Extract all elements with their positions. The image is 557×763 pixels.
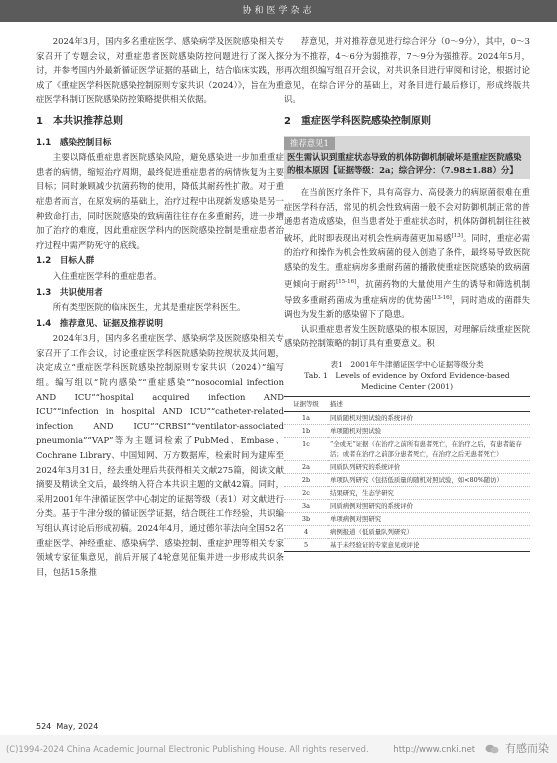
recommendation-text: 医生需认识到重症状态导致的机体防御机制破坏是重症医院感染的根本原因【证据等级：2a；综合评分：（7.98±1.88）分】 (287, 152, 522, 176)
table-caption-cn: 表1 2001年牛津循证医学中心证据等级分类 (330, 360, 484, 370)
table-row (284, 412, 530, 425)
table-cell-level: 1c (284, 438, 328, 461)
journal-header (0, 0, 557, 22)
citation: [13-16] (431, 294, 452, 301)
table-cell-level: 3b (284, 513, 328, 526)
section-1-4-title: 1.4 推荐意见、证据及推荐说明 (36, 318, 163, 329)
table-row (284, 526, 530, 539)
table-cell-description: 单项病例对照研究 (328, 513, 530, 526)
table-row (284, 438, 530, 461)
table-cell-description: 结果研究，生态学研究 (328, 487, 530, 500)
table-header-description: 描述 (328, 397, 530, 412)
table-row (284, 487, 530, 500)
table-row (284, 474, 530, 487)
table-cell-description: 病例报道（低质量队列研究） (328, 526, 530, 539)
continuation-paragraph: 荐意见，并对推荐意见进行综合评分（0～9分），其中，0～3分为不推荐，4～6分为弱推荐，7～9分为强推荐。2024年5月，再次组织编写组召开会议，对共识条目进行审阅和讨论，根据讨论意见，在综合评分的基础上，对条目进行最后修订，形成终版共识。 (284, 36, 530, 105)
table-cell-description: 单项随机对照试验 (328, 425, 530, 438)
copyright-footer (0, 735, 557, 763)
recommendation-title: 推荐意见1 (284, 137, 335, 150)
table-cell-description: 单项队列研究（包括低质量的随机对照试验，如<80%随访） (328, 474, 530, 487)
table-cell-description: “全或无”证据（在治疗之前所有患者死亡，在治疗之后，有患者能存活；或者在治疗之前部分患者死亡，在治疗之后无患者死亡） (328, 438, 530, 461)
citation: [15-16] (336, 278, 357, 285)
table-cell-description: 同质队列研究的系统评价 (328, 461, 530, 474)
paragraph-mechanism: 在当前医疗条件下，具有高容力、高侵袭力的病原菌很难在重症医学科存活，常见的机会性致病菌一般不会对防御机制正常的普通患者造成感染，但当患者处于重症状态时，机体防御机制往往被破坏，此时即表现出对机会性病毒菌更加易感[13]。同时，重症必需的治疗和操作为机会性致病菌的侵入创造了条件，最终易导致医院感染的发生。重症病房多重耐药菌的播散使重症医院感染的致病菌更倾向于耐药[15-16]，抗菌药物的大量使用产生的诱导和筛选机制导致多重耐药菌成为重症病房的优势菌[13-16]，同时造成的菌群失调也为发生新的感染留下了隐患。 (284, 187, 531, 320)
table-caption-en-2: Medicine Center (2001) (360, 382, 454, 392)
table-cell-level: 5 (284, 539, 328, 552)
watermark (393, 735, 549, 763)
section-1-4-text: 2024年3月，国内多名重症医学、感染病学及医院感染相关专家召开了工作会议，讨论重症医学科医院感染防控规状及其问题，决定成立“重症医学科医院感染控制原则专家共识（2024）”编写组。编写组以“院内感染”“重症感染”“nosocomial infection AND ICU”“hospital acquired infection AND ICU”“infection in hospital AND ICU”“catheter-related infection AND ICU”“CRBSI”“ventilator-associated pneumonia”“VAP”等为主题词检索了PubMed、Embase、Cochrane Library、中国知网、万方数据库，检索时间为建库至2024年3月31日，经去重处理后共获得相关文献275篇，阅读文献摘要及精读全文后，最终纳入符合本共识主题的文献42篇。同时，采用2001年牛津循证医学中心制定的证据等级（表1）对文献进行分类。基于牛津分级的循证医学证据，结合既往工作经验，共识编写组认真讨论后形成初稿。2024年4月，通过德尔菲法向全国52名重症医学、神经重症、感染病学、感染控制、重症护理等相关专家领域专家征集意见，前后开展了4轮意见征集并进一步形成共识条目，包括15条推 (36, 333, 284, 577)
wechat-icon (485, 744, 499, 754)
table-cell-level: 1b (284, 425, 328, 438)
section-1-2-title: 1.2 目标人群 (36, 256, 95, 267)
table-cell-level: 3a (284, 500, 328, 513)
recommendation-box (284, 136, 530, 180)
paragraph-significance: 认识重症患者发生医院感染的根本原因，对理解后续重症医院感染防控制策略的制订具有重要意义。积 (284, 323, 530, 349)
table-header-row (284, 397, 530, 412)
table-row (284, 500, 530, 513)
evidence-level-table (284, 396, 530, 552)
section-1-title: 1 本共识推荐总则 (36, 115, 123, 127)
table-cell-level: 1a (284, 412, 328, 425)
page-number: 524 May, 2024 (36, 722, 99, 731)
table-header-level: 证据等级 (284, 397, 328, 412)
section-1-1-title: 1.1 感染控制目标 (36, 137, 112, 148)
citation: [13] (451, 232, 463, 239)
url-text[interactable]: http://www.cnki.net (393, 744, 475, 754)
intro-paragraph: 2024年3月，国内多名重症医学、感染病学及医院感染相关专家召开了专题会议，对重症患者医院感染防控问题进行了深入探讨，并参考国内外最新循证医学证据的基础上，结合临床实践，形成了《重症医学科医院感染控制原则专家共识（2024）》，旨在为重症医学科制订医院感染防控策略提供相关依据。 (36, 36, 284, 105)
table-row (284, 513, 530, 526)
table-cell-level: 2b (284, 474, 328, 487)
table-row (284, 461, 530, 474)
left-column (36, 34, 284, 579)
journal-title: 协和医学杂志 (242, 6, 315, 16)
section-2-title: 2 重症医学科医院感染控制原则 (284, 115, 431, 127)
table-caption (284, 359, 530, 392)
table-cell-level: 4 (284, 526, 328, 539)
table-cell-description: 同质随机对照试验的系统评价 (328, 412, 530, 425)
table-cell-description: 基于未经验证的专家意见或评论 (328, 539, 530, 552)
section-1-1-text: 主要以降低重症患者医院感染风险，避免感染进一步加重重症患者的病情，缩短治疗周期，最终促进重症患者的病情恢复为主要目标；同时兼顾减少抗菌药物的使用，降低其耐药性扩散。对于重症患者而言，在原发病的基础上，治疗过程中出现新发感染是另一种致命打击，同时医院感染的致病菌往往存在多重耐药，进一步增加了治疗的难度，因此重症医学科内的医院感染控制是重症患者治疗过程中需严防死守的底线。 (36, 152, 284, 250)
table-cell-description: 同质病例对照研究的系统评价 (328, 500, 530, 513)
section-1-3-title: 1.3 共识使用者 (36, 287, 103, 298)
copyright-text: (C)1994-2024 China Academic Journal Electronic Publishing House. All rights reserved. (6, 744, 369, 754)
table-caption-en: Tab. 1 Levels of evidence by Oxford Evidence-based (304, 371, 510, 381)
table-row (284, 425, 530, 438)
table-cell-level: 2c (284, 487, 328, 500)
section-1-2-text: 入住重症医学科的重症患者。 (52, 270, 162, 281)
section-1-3-text: 所有类型医院的临床医生，尤其是重症医学科医生。 (52, 302, 246, 313)
table-row (284, 539, 530, 552)
watermark-text: 有感而染 (505, 742, 549, 755)
table-cell-level: 2a (284, 461, 328, 474)
right-column (284, 34, 530, 552)
